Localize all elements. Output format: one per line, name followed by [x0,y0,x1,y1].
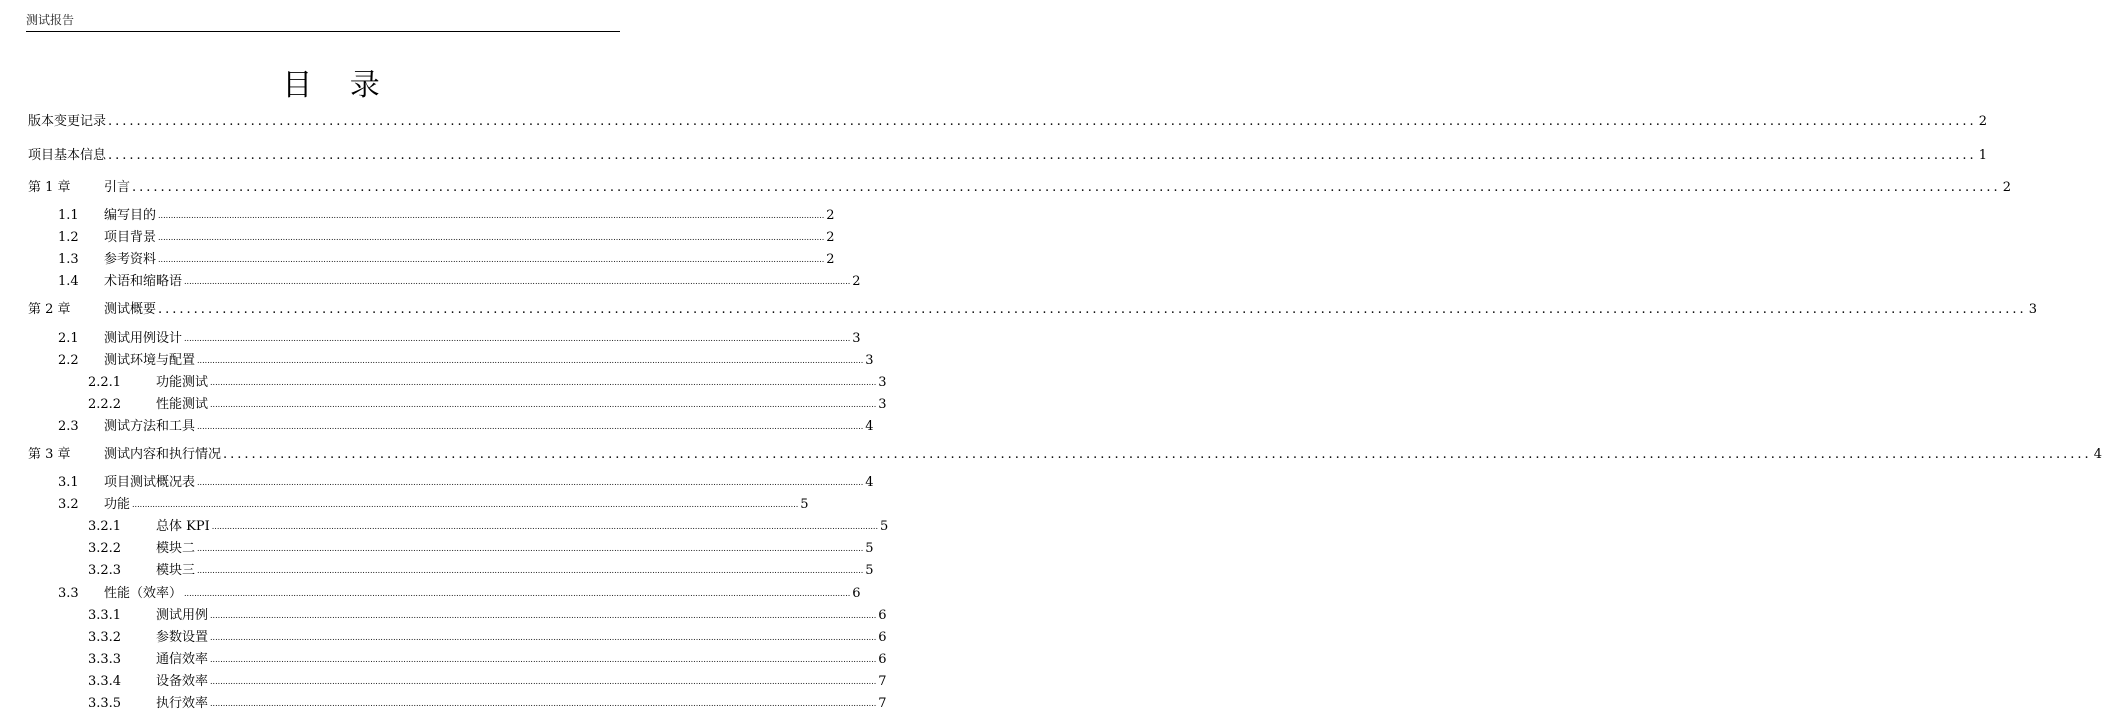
toc-label: 性能测试 [156,397,209,412]
toc-entry-2-2-2[interactable] [88,393,887,413]
toc-label: 功能测试 [156,375,209,390]
toc-label: 项目基本信息 [28,148,107,163]
toc-number: 3.3.5 [88,696,122,711]
toc-number: 3.1 [58,475,79,490]
toc-entry-1-2[interactable] [58,226,835,246]
toc-label: 引言 [104,180,131,195]
toc-leader: ...................................................................................................................................................................................................................................................................... [210,655,877,664]
toc-page: 2 [2002,180,2011,195]
toc-entry-change-log[interactable] [28,110,1987,130]
toc-leader: ...................................................................................................................................................................................................................................................................... [158,255,825,264]
toc-page: 3 [878,397,887,412]
toc-label: 模块二 [156,541,196,556]
toc-label: 测试概要 [104,302,157,317]
toc-leader: ...................................................................................................................................................................................................................................................................... [197,422,864,431]
toc-label: 测试环境与配置 [104,353,196,368]
toc-page: 5 [800,497,809,512]
toc-number: 3.2.2 [88,541,122,556]
toc-entry-1-4[interactable] [58,270,861,290]
toc-leader: ...................................................................................................................................................................................................................................................................... [158,302,2027,317]
toc-leader: ...................................................................................................................................................................................................................................................................... [210,699,877,708]
toc-page: 2 [826,208,835,223]
toc-leader: ...................................................................................................................................................................................................................................................................... [223,447,2092,462]
toc-entry-3-3-1[interactable] [88,604,887,624]
toc-number: 第 1 章 [28,180,71,195]
toc-entry-chapter-1[interactable] [28,176,2011,196]
toc-label: 总体 KPI [156,519,210,534]
toc-leader: ...................................................................................................................................................................................................................................................................... [211,522,878,531]
toc-leader: ...................................................................................................................................................................................................................................................................... [210,677,877,686]
toc-leader: ...................................................................................................................................................................................................................................................................... [132,180,2001,195]
toc-number: 2.2.1 [88,375,122,390]
toc-entry-2-2[interactable] [58,349,874,369]
toc-number: 第 2 章 [28,302,71,317]
toc-leader: ...................................................................................................................................................................................................................................................................... [197,356,864,365]
toc-label: 参数设置 [156,630,209,645]
toc-entry-3-2-2[interactable] [88,537,874,557]
toc-label: 执行效率 [156,696,209,711]
toc-leader: ...................................................................................................................................................................................................................................................................... [210,611,877,620]
toc-label: 模块三 [156,563,196,578]
toc-page: 2 [826,230,835,245]
toc-label: 术语和缩略语 [104,274,183,289]
toc-number: 1.1 [58,208,79,223]
toc-label: 测试用例设计 [104,331,183,346]
toc-page: 4 [2093,447,2102,462]
toc-label: 性能（效率） [104,586,183,601]
toc-label: 测试方法和工具 [104,419,196,434]
toc-page: 2 [852,274,861,289]
toc-leader: ...................................................................................................................................................................................................................................................................... [197,478,864,487]
toc-entry-project-info[interactable] [28,144,1987,164]
toc-page: 5 [865,563,874,578]
toc-leader: ...................................................................................................................................................................................................................................................................... [210,378,877,387]
toc-page: 2 [826,252,835,267]
toc-entry-chapter-3[interactable] [28,443,2102,463]
toc-leader: ...................................................................................................................................................................................................................................................................... [108,148,1977,163]
toc-page: 3 [852,331,861,346]
toc-page: 3 [2028,302,2037,317]
toc-page: 6 [878,630,887,645]
toc-label: 通信效率 [156,652,209,667]
toc-number: 3.3.1 [88,608,122,623]
toc-leader: ...................................................................................................................................................................................................................................................................... [132,500,799,509]
toc-entry-3-2[interactable] [58,493,809,513]
toc-number: 1.3 [58,252,79,267]
toc-page: 1 [1978,148,1987,163]
toc-entry-3-2-1[interactable] [88,515,889,535]
toc-page: 2 [1978,114,1987,129]
toc-number: 3.2.3 [88,563,122,578]
toc-leader: ...................................................................................................................................................................................................................................................................... [197,544,864,553]
toc-page: 5 [880,519,889,534]
toc-leader: ...................................................................................................................................................................................................................................................................... [184,334,851,343]
toc-entry-1-3[interactable] [58,248,835,268]
toc-label: 项目测试概况表 [104,475,196,490]
toc-number: 3.2.1 [88,519,122,534]
toc-leader: ...................................................................................................................................................................................................................................................................... [184,589,851,598]
toc-number: 1.4 [58,274,79,289]
toc-entry-3-3-4[interactable] [88,670,887,690]
toc-entry-1-1[interactable] [58,204,835,224]
toc-label: 版本变更记录 [28,114,107,129]
toc-number: 3.3.4 [88,674,122,689]
toc-title: 目 录 [282,68,394,103]
toc-label: 项目背景 [104,230,157,245]
toc-leader: ...................................................................................................................................................................................................................................................................... [197,566,864,575]
toc-page: 4 [865,475,874,490]
toc-leader: ...................................................................................................................................................................................................................................................................... [184,277,851,286]
toc-entry-3-1[interactable] [58,471,874,491]
toc-entry-2-2-1[interactable] [88,371,887,391]
toc-leader: ...................................................................................................................................................................................................................................................................... [158,233,825,242]
toc-page: 7 [878,696,887,711]
toc-page: 5 [865,541,874,556]
toc-entry-2-3[interactable] [58,415,874,435]
toc-label: 设备效率 [156,674,209,689]
toc-page: 3 [865,353,874,368]
toc-label: 编写目的 [104,208,157,223]
toc-entry-3-2-3[interactable] [88,559,874,579]
toc-page: 6 [852,586,861,601]
toc-label: 功能 [104,497,131,512]
toc-page: 7 [878,674,887,689]
toc-number: 3.3.2 [88,630,122,645]
toc-number: 3.3.3 [88,652,122,667]
toc-page: 4 [865,419,874,434]
toc-number: 3.2 [58,497,79,512]
page-header: 测试报告 [26,12,620,32]
toc-number: 2.3 [58,419,79,434]
toc-entry-3-3[interactable] [58,582,861,602]
toc-entry-3-3-3[interactable] [88,648,887,668]
toc-label: 测试用例 [156,608,209,623]
toc-page: 6 [878,608,887,623]
toc-leader: ...................................................................................................................................................................................................................................................................... [210,633,877,642]
toc-label: 参考资料 [104,252,157,267]
toc-page: 6 [878,652,887,667]
toc-number: 2.2.2 [88,397,122,412]
toc-number: 2.2 [58,353,79,368]
toc-entry-2-1[interactable] [58,327,861,347]
toc-label: 测试内容和执行情况 [104,447,222,462]
toc-leader: ...................................................................................................................................................................................................................................................................... [210,400,877,409]
toc-entry-chapter-2[interactable] [28,298,2037,318]
toc-number: 2.1 [58,331,79,346]
toc-leader: ...................................................................................................................................................................................................................................................................... [158,211,825,220]
toc-entry-3-3-5[interactable] [88,692,887,712]
toc-page: 3 [878,375,887,390]
toc-number: 3.3 [58,586,79,601]
toc-entry-3-3-2[interactable] [88,626,887,646]
toc-number: 1.2 [58,230,79,245]
toc-number: 第 3 章 [28,447,71,462]
toc-leader: ...................................................................................................................................................................................................................................................................... [108,114,1977,129]
